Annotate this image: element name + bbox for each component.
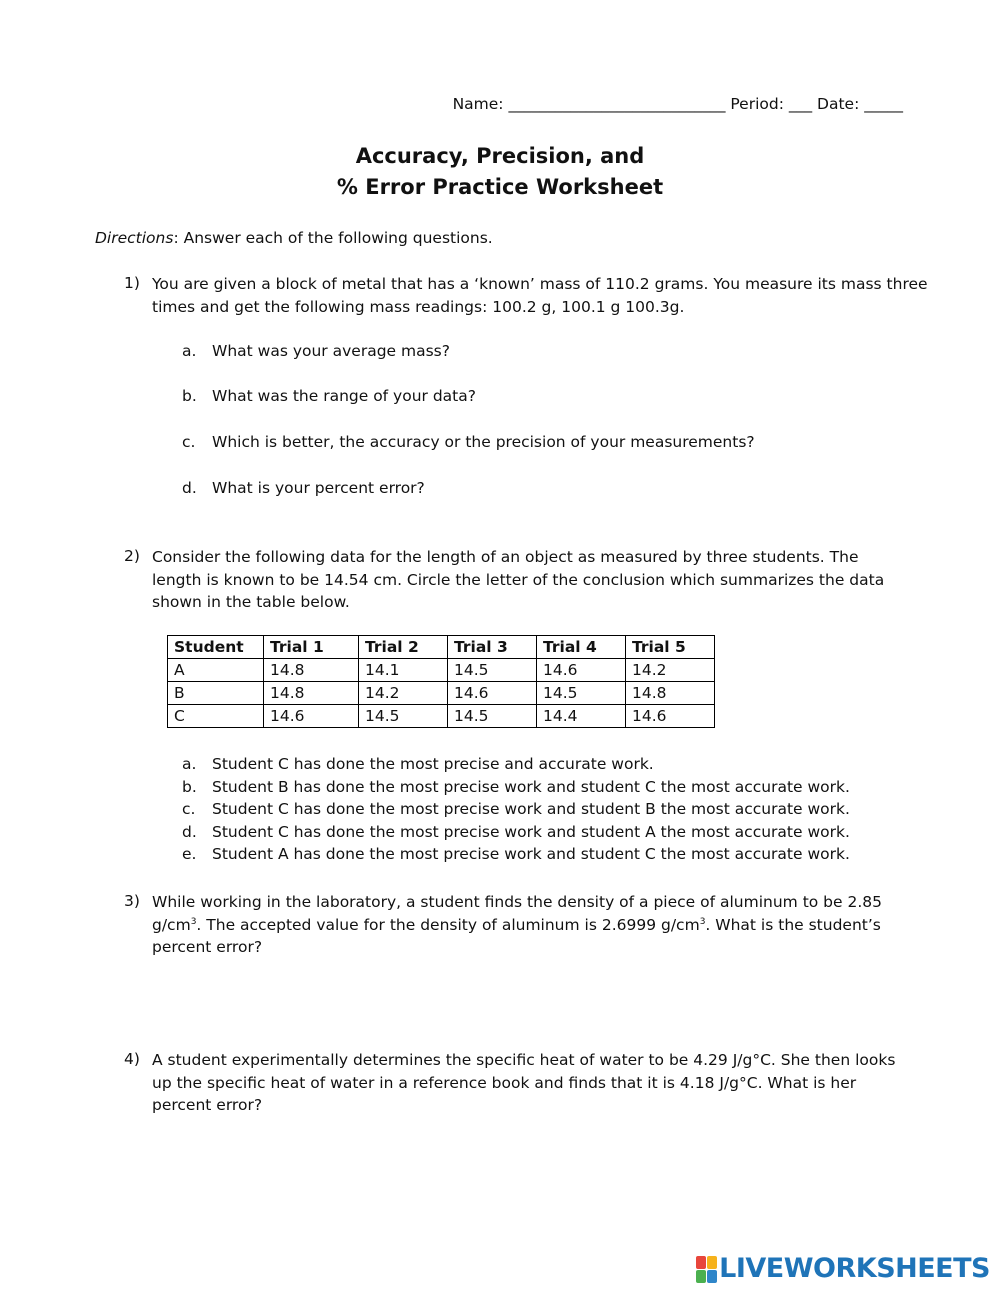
q1-part-a-letter: a. xyxy=(182,342,197,360)
table-header-cell: Trial 2 xyxy=(359,636,448,659)
q3-question: . What is the student’s xyxy=(705,915,881,934)
q1-part-c-letter: c. xyxy=(182,433,196,451)
table-cell: 14.6 xyxy=(264,705,359,728)
question-4-number: 4) xyxy=(124,1050,140,1068)
q2-choice-c-text: Student C has done the most precise work and student B the most accurate work. xyxy=(212,800,850,818)
q1-part-b-letter: b. xyxy=(182,387,197,405)
q1-part-a-text: What was your average mass? xyxy=(212,342,450,360)
directions xyxy=(95,229,493,247)
q3-unit: g/cm xyxy=(152,915,191,934)
question-1-number: 1) xyxy=(124,274,140,292)
table-row xyxy=(168,682,715,705)
q2-choice-d-text: Student C has done the most precise work and student A the most accurate work. xyxy=(212,823,850,841)
table-cell: 14.5 xyxy=(359,705,448,728)
q2-choice-b-letter: b. xyxy=(182,778,197,796)
table-cell: 14.1 xyxy=(359,659,448,682)
table-header-cell: Trial 5 xyxy=(626,636,715,659)
table-row xyxy=(168,705,715,728)
question-1-text xyxy=(152,273,928,318)
table-cell: 14.8 xyxy=(626,682,715,705)
question-3-number: 3) xyxy=(124,892,140,910)
q2-choice-e-letter: e. xyxy=(182,845,197,863)
q1-part-b-text: What was the range of your data? xyxy=(212,387,476,405)
liveworksheets-wordmark: LIVEWORKSHEETS xyxy=(719,1253,990,1284)
q2-choice-b-text: Student B has done the most precise work and student C the most accurate work. xyxy=(212,778,850,796)
table-header-cell: Trial 1 xyxy=(264,636,359,659)
q1-part-d-text: What is your percent error? xyxy=(212,479,425,497)
question-2-text xyxy=(152,546,884,614)
q3-superscript: 3 xyxy=(699,916,706,927)
table-cell: 14.8 xyxy=(264,682,359,705)
question-2-line3: shown in the table below. xyxy=(152,593,350,611)
table-header-cell: Trial 4 xyxy=(537,636,626,659)
q2-choice-d-letter: d. xyxy=(182,823,197,841)
directions-label: Directions xyxy=(95,229,174,247)
question-4-line3: percent error? xyxy=(152,1096,263,1114)
table-cell: 14.8 xyxy=(264,659,359,682)
question-1-line2: times and get the following mass readings: 100.2 g, 100.1 g 100.3g. xyxy=(152,297,685,316)
table-header-row xyxy=(168,636,715,659)
worksheet-title-line1: Accuracy, Precision, and xyxy=(355,144,645,168)
q2-choice-a-letter: a. xyxy=(182,755,197,773)
table-cell: B xyxy=(168,682,264,705)
q2-choice-a-text: Student C has done the most precise and accurate work. xyxy=(212,755,654,773)
question-3-line1: While working in the laboratory, a student finds the density of a piece of aluminum to be 2.85 xyxy=(152,893,882,911)
directions-text: : Answer each of the following questions. xyxy=(173,229,493,247)
question-1-line1: You are given a block of metal that has a ‘known’ mass of 110.2 grams. You measure its mass three xyxy=(152,275,928,293)
question-4-line2: up the specific heat of water in a reference book and finds that it is 4.18 J/g°C. What is her xyxy=(152,1073,857,1092)
table-cell: 14.6 xyxy=(448,682,537,705)
table-cell: 14.6 xyxy=(537,659,626,682)
q3-accepted-value: . The accepted value for the density of aluminum is 2.6999 g/cm xyxy=(196,915,700,934)
table-cell: 14.2 xyxy=(626,659,715,682)
table-header-cell: Student xyxy=(168,636,264,659)
q2-choice-c-letter: c. xyxy=(182,800,196,818)
q1-part-d-letter: d. xyxy=(182,479,197,497)
table-row xyxy=(168,659,715,682)
question-4-line1: A student experimentally determines the specific heat of water to be 4.29 J/g°C. She then looks xyxy=(152,1051,896,1069)
question-3-line2 xyxy=(152,914,882,937)
table-header-cell: Trial 3 xyxy=(448,636,537,659)
name-period-date-line: Name: ____________________________ Period: ___ Date: _____ xyxy=(452,95,903,113)
table-cell: 14.2 xyxy=(359,682,448,705)
table-cell: 14.5 xyxy=(448,659,537,682)
student-trials-table xyxy=(167,635,715,728)
liveworksheets-mark-icon xyxy=(696,1256,716,1282)
table-cell: 14.5 xyxy=(537,682,626,705)
question-4-text xyxy=(152,1049,895,1117)
q1-part-c-text: Which is better, the accuracy or the precision of your measurements? xyxy=(212,433,755,451)
table-cell: C xyxy=(168,705,264,728)
q3-superscript: 3 xyxy=(190,916,197,927)
table-cell: A xyxy=(168,659,264,682)
table-cell: 14.5 xyxy=(448,705,537,728)
table-cell: 14.6 xyxy=(626,705,715,728)
liveworksheets-logo xyxy=(696,1253,990,1284)
question-3-text xyxy=(152,891,882,959)
question-3-line3: percent error? xyxy=(152,938,263,956)
q2-choice-e-text: Student A has done the most precise work and student C the most accurate work. xyxy=(212,845,850,863)
question-2-line1: Consider the following data for the length of an object as measured by three students. The xyxy=(152,548,859,566)
table-cell: 14.4 xyxy=(537,705,626,728)
worksheet-title-line2: % Error Practice Worksheet xyxy=(336,175,664,199)
question-2-number: 2) xyxy=(124,547,140,565)
question-2-line2: length is known to be 14.54 cm. Circle the letter of the conclusion which summarizes the data xyxy=(152,570,885,589)
